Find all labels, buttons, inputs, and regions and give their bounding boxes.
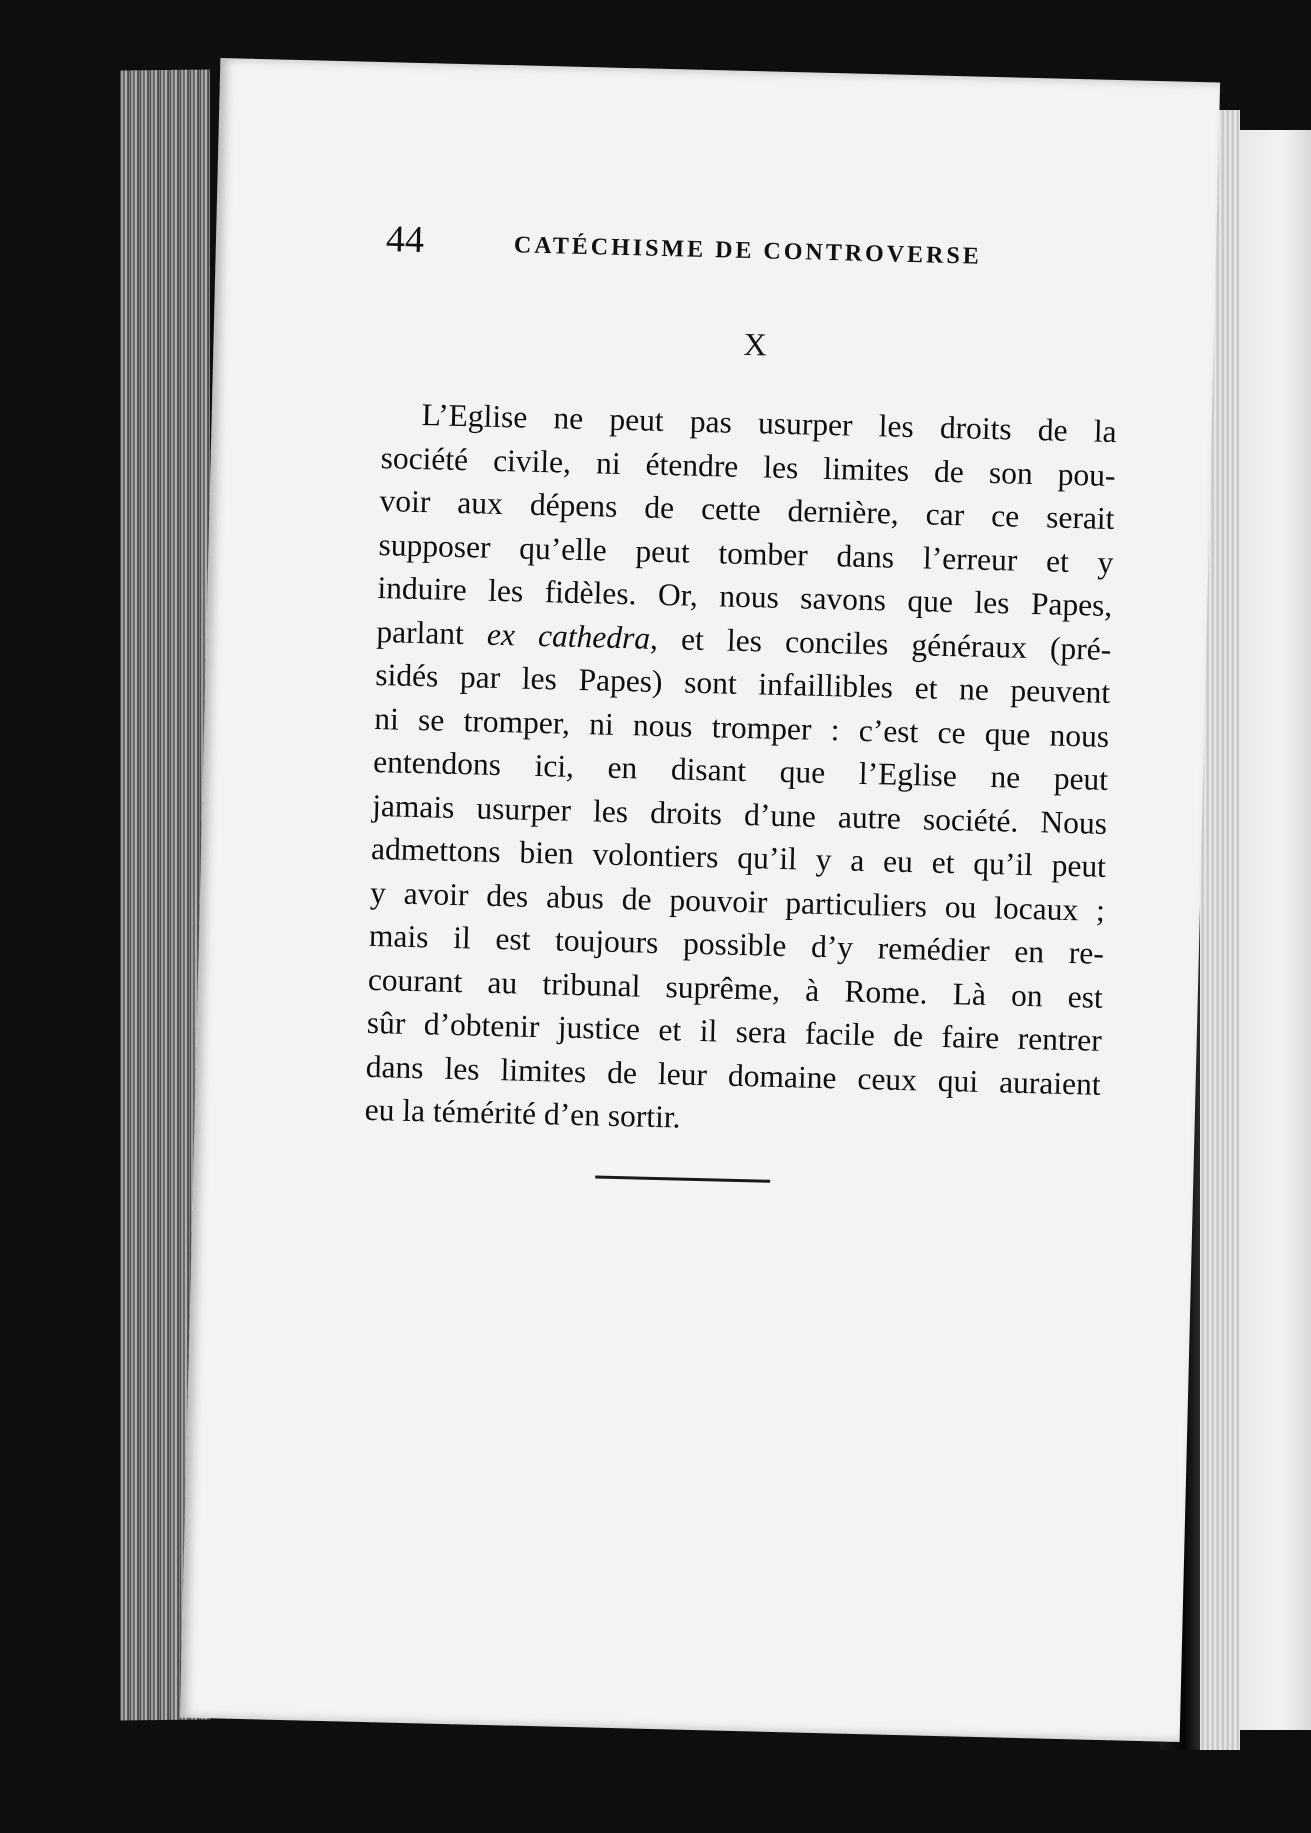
- text-run: L’Eglise ne peut pas usurper les droits de la: [421, 397, 1117, 450]
- page-number: 44: [385, 218, 425, 262]
- text-run: eu la témérité d’en sortir.: [364, 1091, 681, 1135]
- text-run: supposer qu’elle peut tomber dans l’erreur et y: [378, 526, 1114, 580]
- end-rule: [595, 1176, 770, 1183]
- italic-text: ex cathedra: [486, 616, 651, 656]
- book-page: [180, 58, 1220, 1742]
- text-run: entendons ici, en disant que l’Eglise ne peut: [372, 743, 1109, 797]
- text-run: mais il est toujours possible d’y remédier en re-: [368, 917, 1105, 971]
- text-run: admettons bien volontiers qu’il y a eu et qu’il peut: [370, 830, 1107, 884]
- running-title: CATÉCHISME DE CONTROVERSE: [513, 232, 983, 270]
- text-run: induire les fidèles. Or, nous savons que les Papes,: [377, 570, 1113, 623]
- text-run: courant au tribunal suprême, à Rome. Là on est: [367, 961, 1104, 1015]
- body-paragraph: [364, 392, 1117, 1149]
- text-run: jamais usurper les droits d’une autre société. Nous: [371, 787, 1108, 841]
- section-heading: X: [743, 325, 768, 363]
- facing-page: [1240, 130, 1311, 1730]
- text-run: sûr d’obtenir justice et il sera facile de faire rentrer: [366, 1004, 1103, 1058]
- text-run: société civile, ni étendre les limites de son pou-: [380, 439, 1116, 493]
- text-run: y avoir des abus de pouvoir particuliers ou locaux ;: [369, 874, 1106, 928]
- text-run: sidés par les Papes) sont infaillibles et ne peuvent: [374, 657, 1111, 710]
- text-run: parlant: [376, 613, 488, 652]
- text-run: , et les conciles généraux (pré-: [649, 620, 1112, 667]
- text-run: voir aux dépens de cette dernière, car ce serait: [379, 483, 1115, 537]
- running-head: [385, 217, 1006, 282]
- text-run: ni se tromper, ni nous tromper : c’est ce que nous: [373, 700, 1110, 754]
- text-run: dans les limites de leur domaine ceux qui auraient: [365, 1048, 1102, 1102]
